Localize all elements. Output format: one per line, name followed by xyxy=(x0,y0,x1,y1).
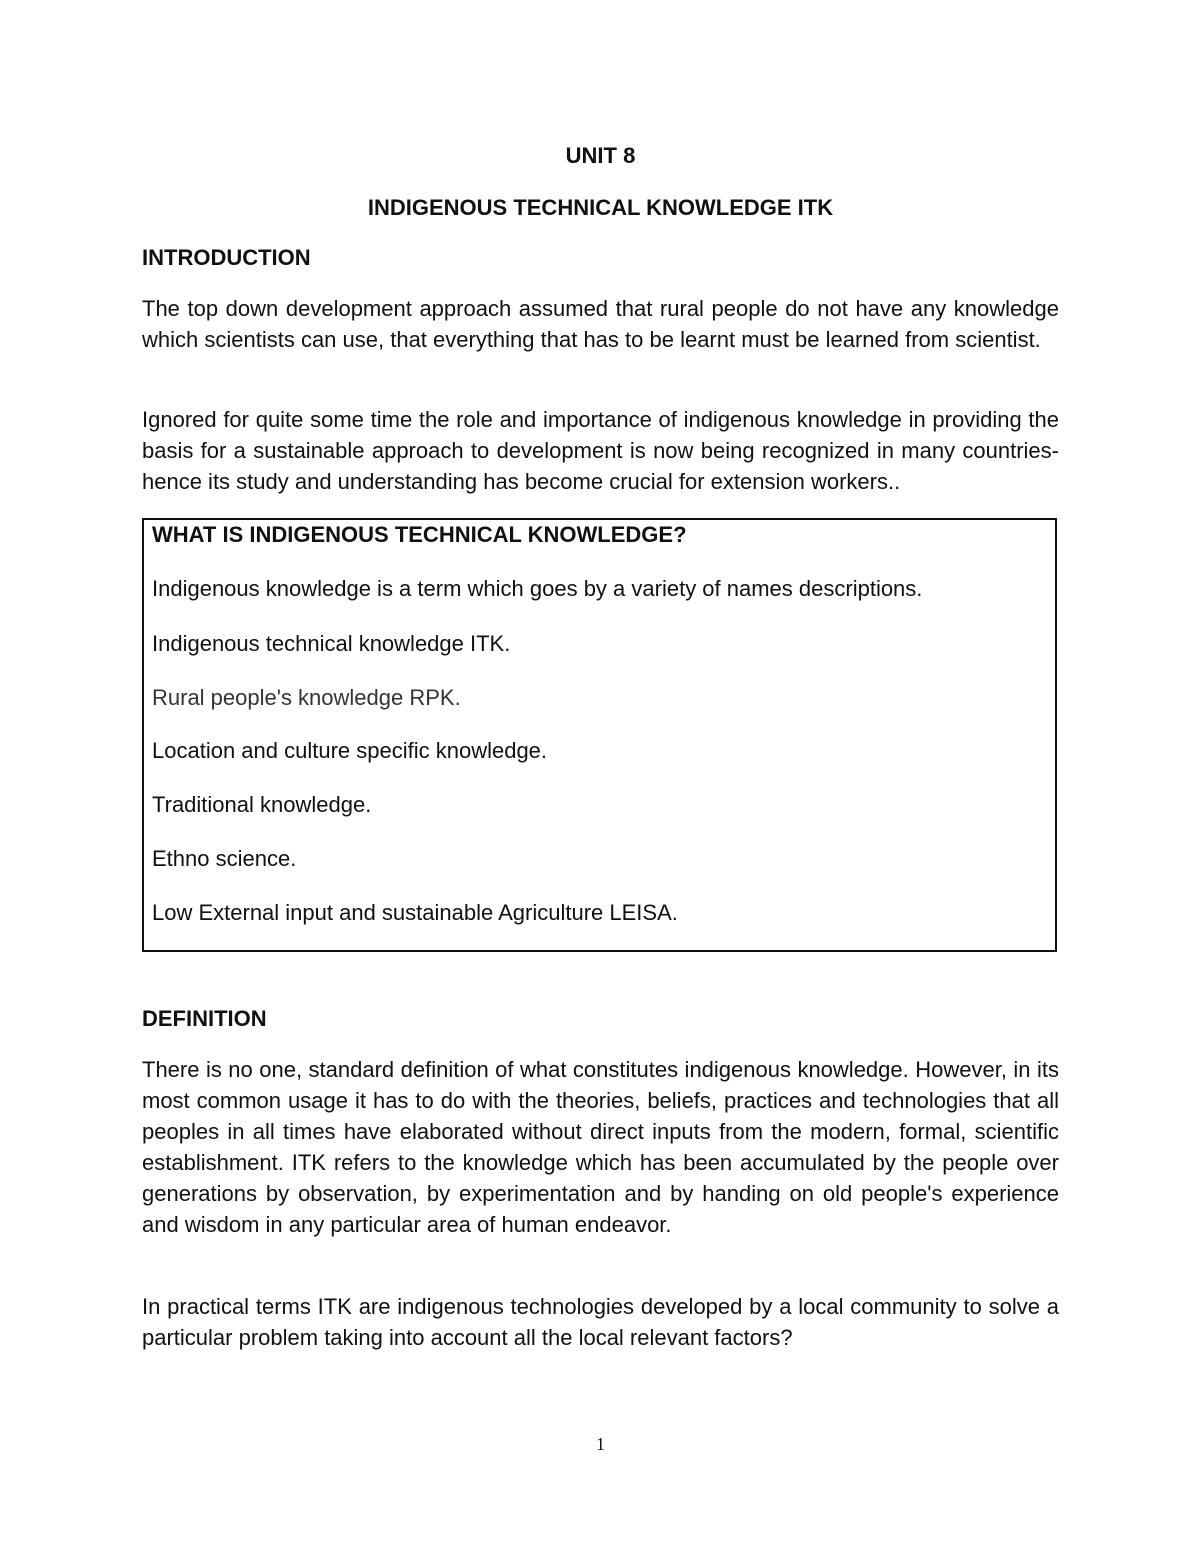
box-item-2: Indigenous technical knowledge ITK. xyxy=(152,631,511,656)
introduction-heading: INTRODUCTION xyxy=(142,245,311,270)
definition-paragraph-1: There is no one, standard definition of what constitutes indigenous knowledge. However, in its most common usage it has to do with the theories, beliefs, practices and technologies that all peoples in all times have elaborated without direct inputs from the modern, formal, scientific establishment. ITK refers to the knowledge which has been accumulated by the people over generations by observation, by experimentation and by handing on old people's experience and wisdom in any particular area of human endeavor. xyxy=(142,1057,1059,1237)
box-item-3: Rural people's knowledge RPK. xyxy=(152,685,461,710)
introduction-paragraph-2: Ignored for quite some time the role and importance of indigenous knowledge in providing the basis for a sustainable approach to development is now being recognized in many countries- hence its study and understanding has become crucial for extension workers.. xyxy=(142,407,1059,494)
page-title: INDIGENOUS TECHNICAL KNOWLEDGE ITK xyxy=(367,195,834,220)
box-item-7: Low External input and sustainable Agriculture LEISA. xyxy=(152,900,678,925)
box-item-6: Ethno science. xyxy=(152,846,297,871)
box-item-5: Traditional knowledge. xyxy=(152,792,372,817)
box-item-4: Location and culture specific knowledge. xyxy=(152,738,548,763)
introduction-paragraph-1: The top down development approach assumed that rural people do not have any knowledge which scientists can use, that everything that has to be learnt must be learned from scientist. xyxy=(142,296,1059,352)
definition-paragraph-2: In practical terms ITK are indigenous technologies developed by a local community to solve a particular problem taking into account all the local relevant factors? xyxy=(142,1294,1059,1350)
definition-heading: DEFINITION xyxy=(142,1006,267,1031)
box-heading: WHAT IS INDIGENOUS TECHNICAL KNOWLEDGE? xyxy=(152,522,687,547)
page-number: 1 xyxy=(596,1434,605,1454)
box-item-1: Indigenous knowledge is a term which goes by a variety of names descriptions. xyxy=(152,576,923,601)
unit-label: UNIT 8 xyxy=(565,143,636,168)
